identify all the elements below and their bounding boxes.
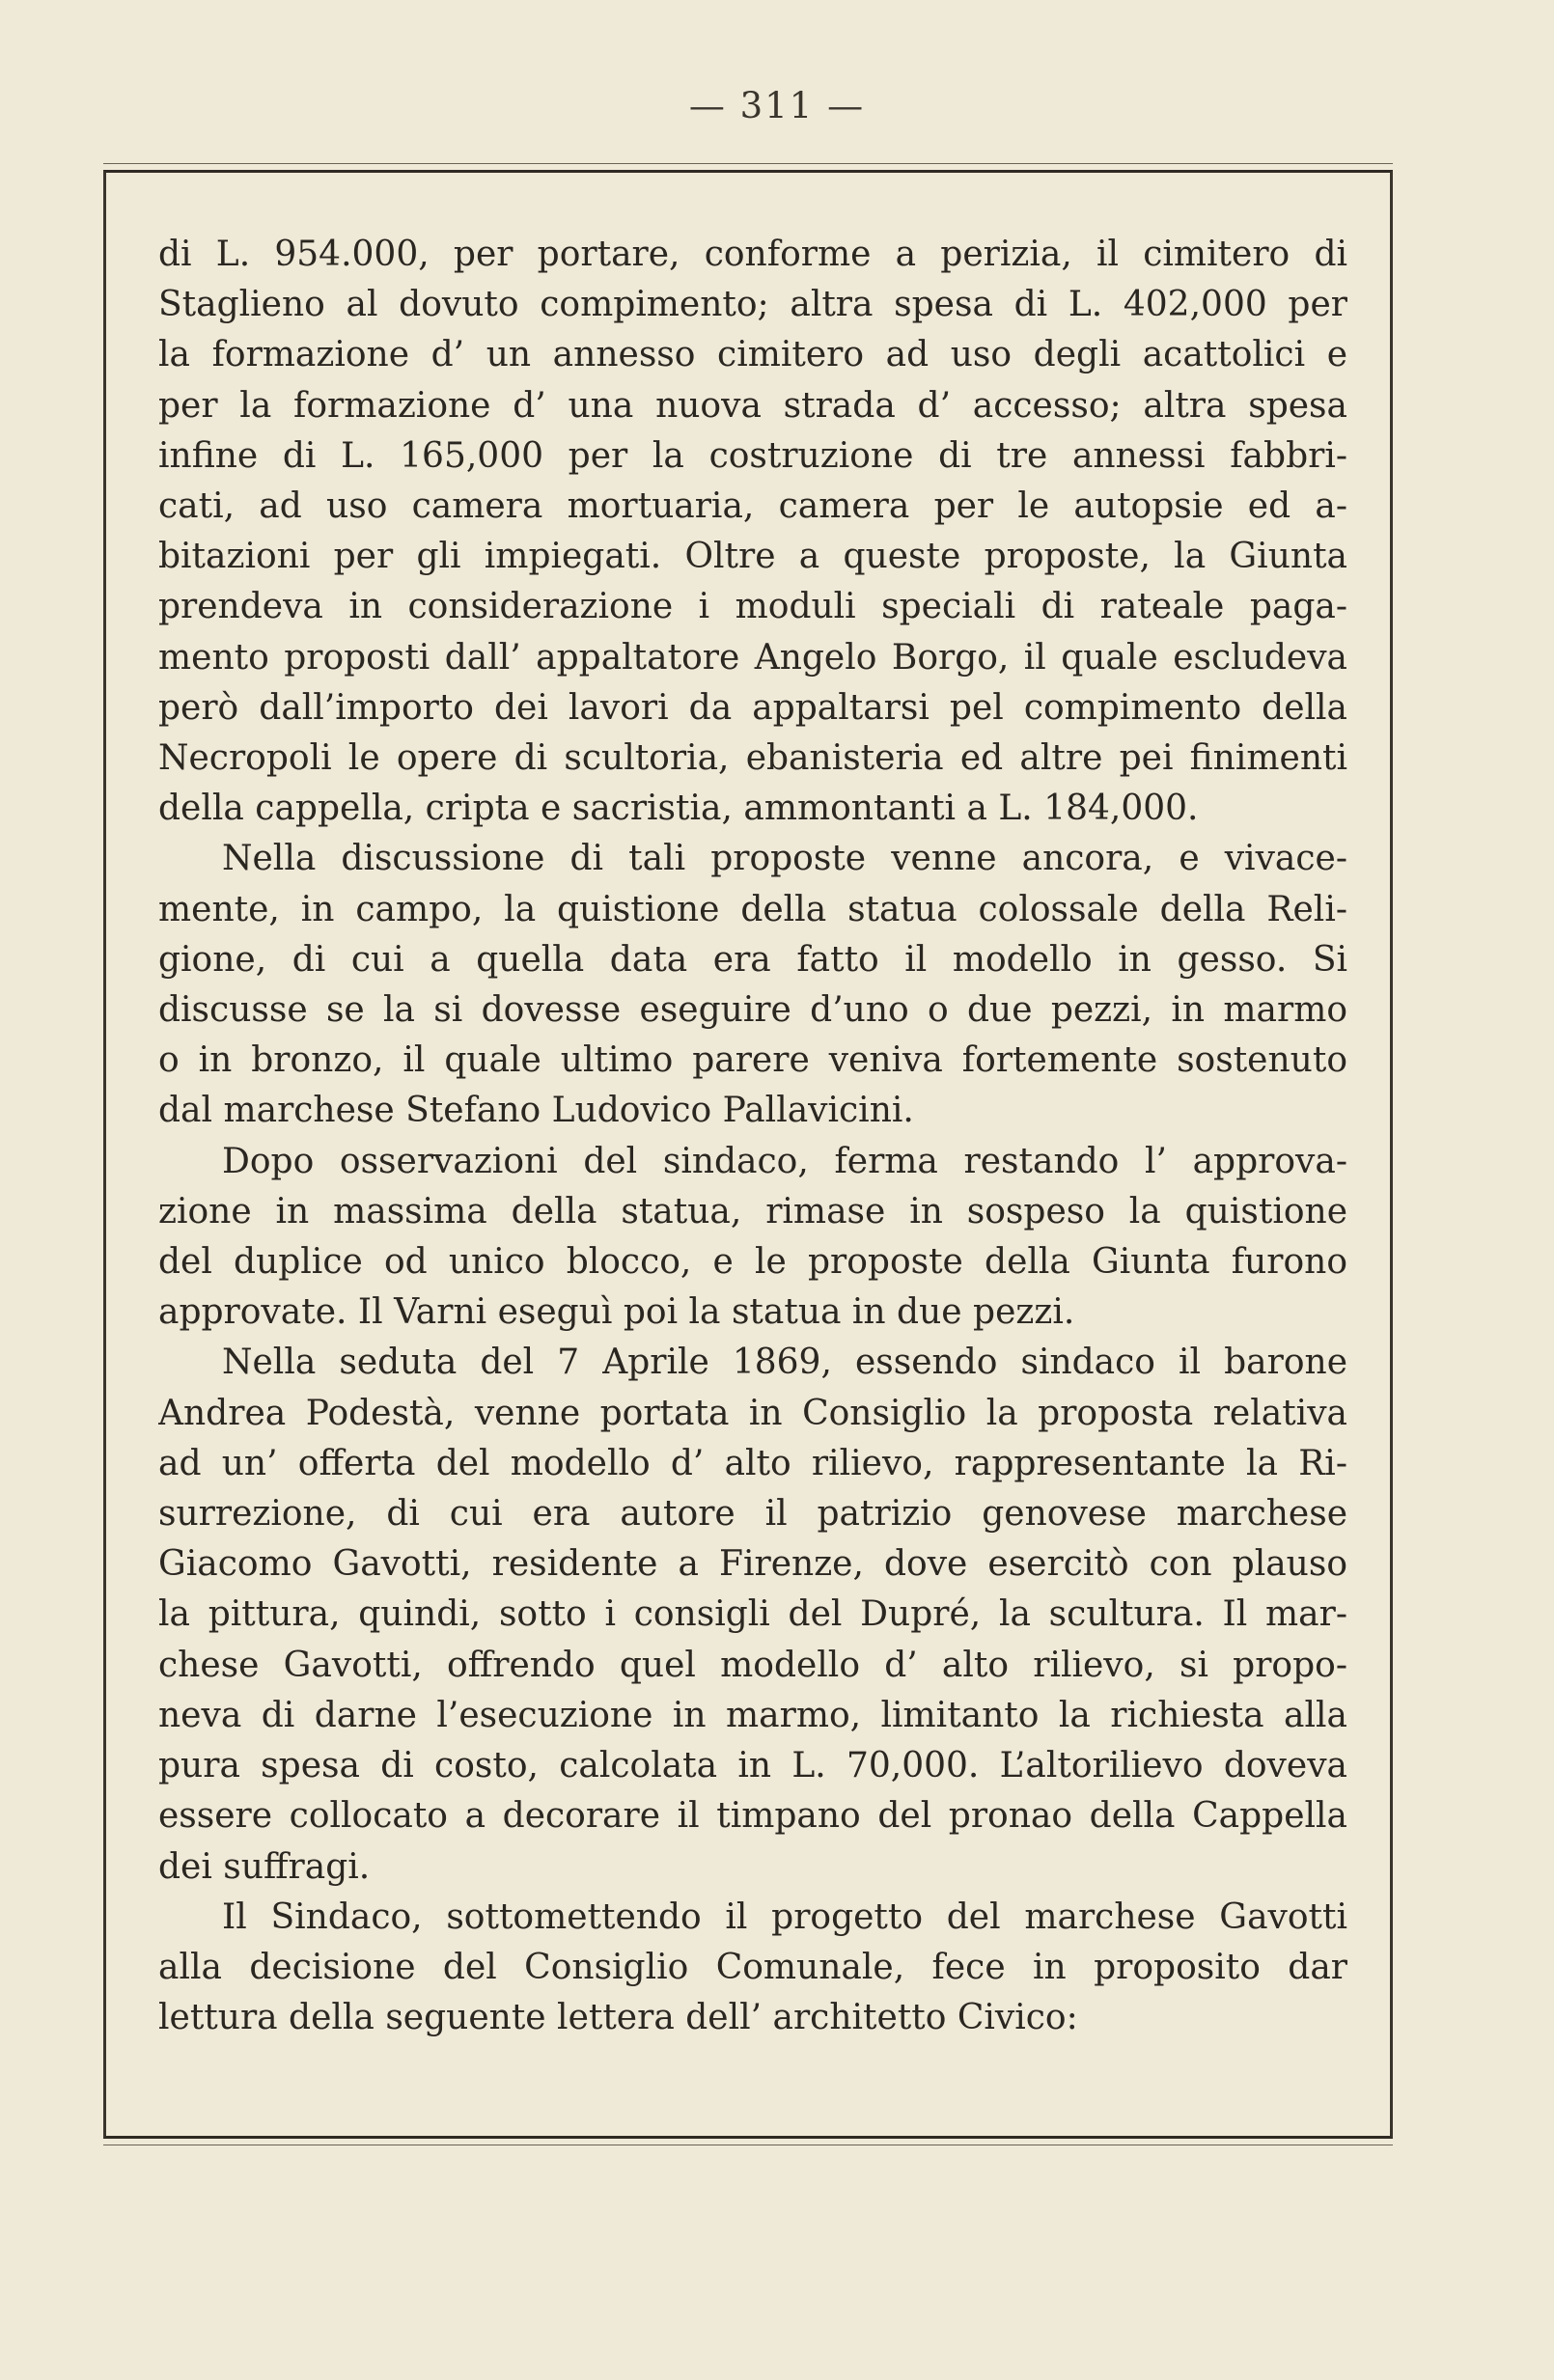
page-number: — 311 — <box>688 85 866 126</box>
text-line: dal marchese Stefano Ludovico Pallavicini. <box>158 1091 914 1131</box>
text-line: cati, ad uso camera mortuaria, camera per le autopsie ed a- <box>158 486 1347 527</box>
text-line: dei suffragi. <box>158 1846 371 1887</box>
text-line: Giacomo Gavotti, residente a Firenze, dove esercitò con plauso <box>158 1544 1347 1585</box>
text-line: ad un’ offerta del modello d’ alto rilievo, rappresentante la Ri- <box>158 1443 1347 1483</box>
text-line: gione, di cui a quella data era fatto il modello in gesso. Si <box>158 939 1347 980</box>
text-line: o in bronzo, il quale ultimo parere veniva fortemente sostenuto <box>158 1040 1347 1081</box>
text-line: Nella seduta del 7 Aprile 1869, essendo sindaco il barone <box>222 1342 1347 1383</box>
text-line: surrezione, di cui era autore il patrizio genovese marchese <box>158 1494 1347 1535</box>
text-line: prendeva in considerazione i moduli speciali di rateale paga- <box>158 587 1347 627</box>
text-line: neva di darne l’esecuzione in marmo, limitanto la richiesta alla <box>158 1695 1347 1735</box>
text-line: lettura della seguente lettera dell’ architetto Civico: <box>158 1998 1078 2038</box>
text-line: pura spesa di costo, calcolata in L. 70,000. L’altorilievo doveva <box>158 1746 1347 1786</box>
text-line: per la formazione d’ una nuova strada d’ accesso; altra spesa <box>158 385 1347 426</box>
text-line: infine di L. 165,000 per la costruzione di tre annessi fabbri- <box>158 435 1347 476</box>
text-line: della cappella, cripta e sacristia, ammontanti a L. 184,000. <box>158 789 1199 829</box>
text-line: mente, in campo, la quistione della statua colossale della Reli- <box>158 889 1347 929</box>
text-line: Dopo osservazioni del sindaco, ferma restando l’ approva- <box>222 1141 1347 1181</box>
text-line: la formazione d’ un annesso cimitero ad uso degli acattolici e <box>158 335 1347 375</box>
text-line: la pittura, quindi, sotto i consigli del Dupré, la scultura. Il mar- <box>158 1594 1347 1635</box>
text-line: Andrea Podestà, venne portata in Consiglio la proposta relativa <box>158 1393 1347 1433</box>
text-line: bitazioni per gli impiegati. Oltre a queste proposte, la Giunta <box>158 537 1347 577</box>
text-line: essere collocato a decorare il timpano del pronao della Cappella <box>158 1796 1347 1837</box>
text-line: Necropoli le opere di scultoria, ebanisteria ed altre pei finimenti <box>158 738 1347 779</box>
text-line: Staglieno al dovuto compimento; altra spesa di L. 402,000 per <box>158 285 1347 325</box>
text-line: approvate. Il Varni eseguì poi la statua in due pezzi. <box>158 1292 1075 1333</box>
text-line: però dall’importo dei lavori da appaltarsi pel compimento della <box>158 687 1347 728</box>
text-line: alla decisione del Consiglio Comunale, fece in proposito dar <box>158 1947 1347 1987</box>
text-line: Il Sindaco, sottomettendo il progetto del marchese Gavotti <box>222 1896 1347 1937</box>
text-line: del duplice od unico blocco, e le proposte della Giunta furono <box>158 1242 1347 1283</box>
body-text <box>158 230 1347 2043</box>
text-line: di L. 954.000, per portare, conforme a perizia, il cimitero di <box>158 235 1347 274</box>
text-line: zione in massima della statua, rimase in sospeso la quistione <box>158 1191 1347 1232</box>
text-line: discusse se la si dovesse eseguire d’uno o due pezzi, in marmo <box>158 990 1347 1031</box>
text-line: chese Gavotti, offrendo quel modello d’ alto rilievo, si propo- <box>158 1645 1347 1685</box>
text-line: mento proposti dall’ appaltatore Angelo Borgo, il quale escludeva <box>158 637 1347 678</box>
text-line: Nella discussione di tali proposte venne ancora, e vivace- <box>222 839 1347 879</box>
